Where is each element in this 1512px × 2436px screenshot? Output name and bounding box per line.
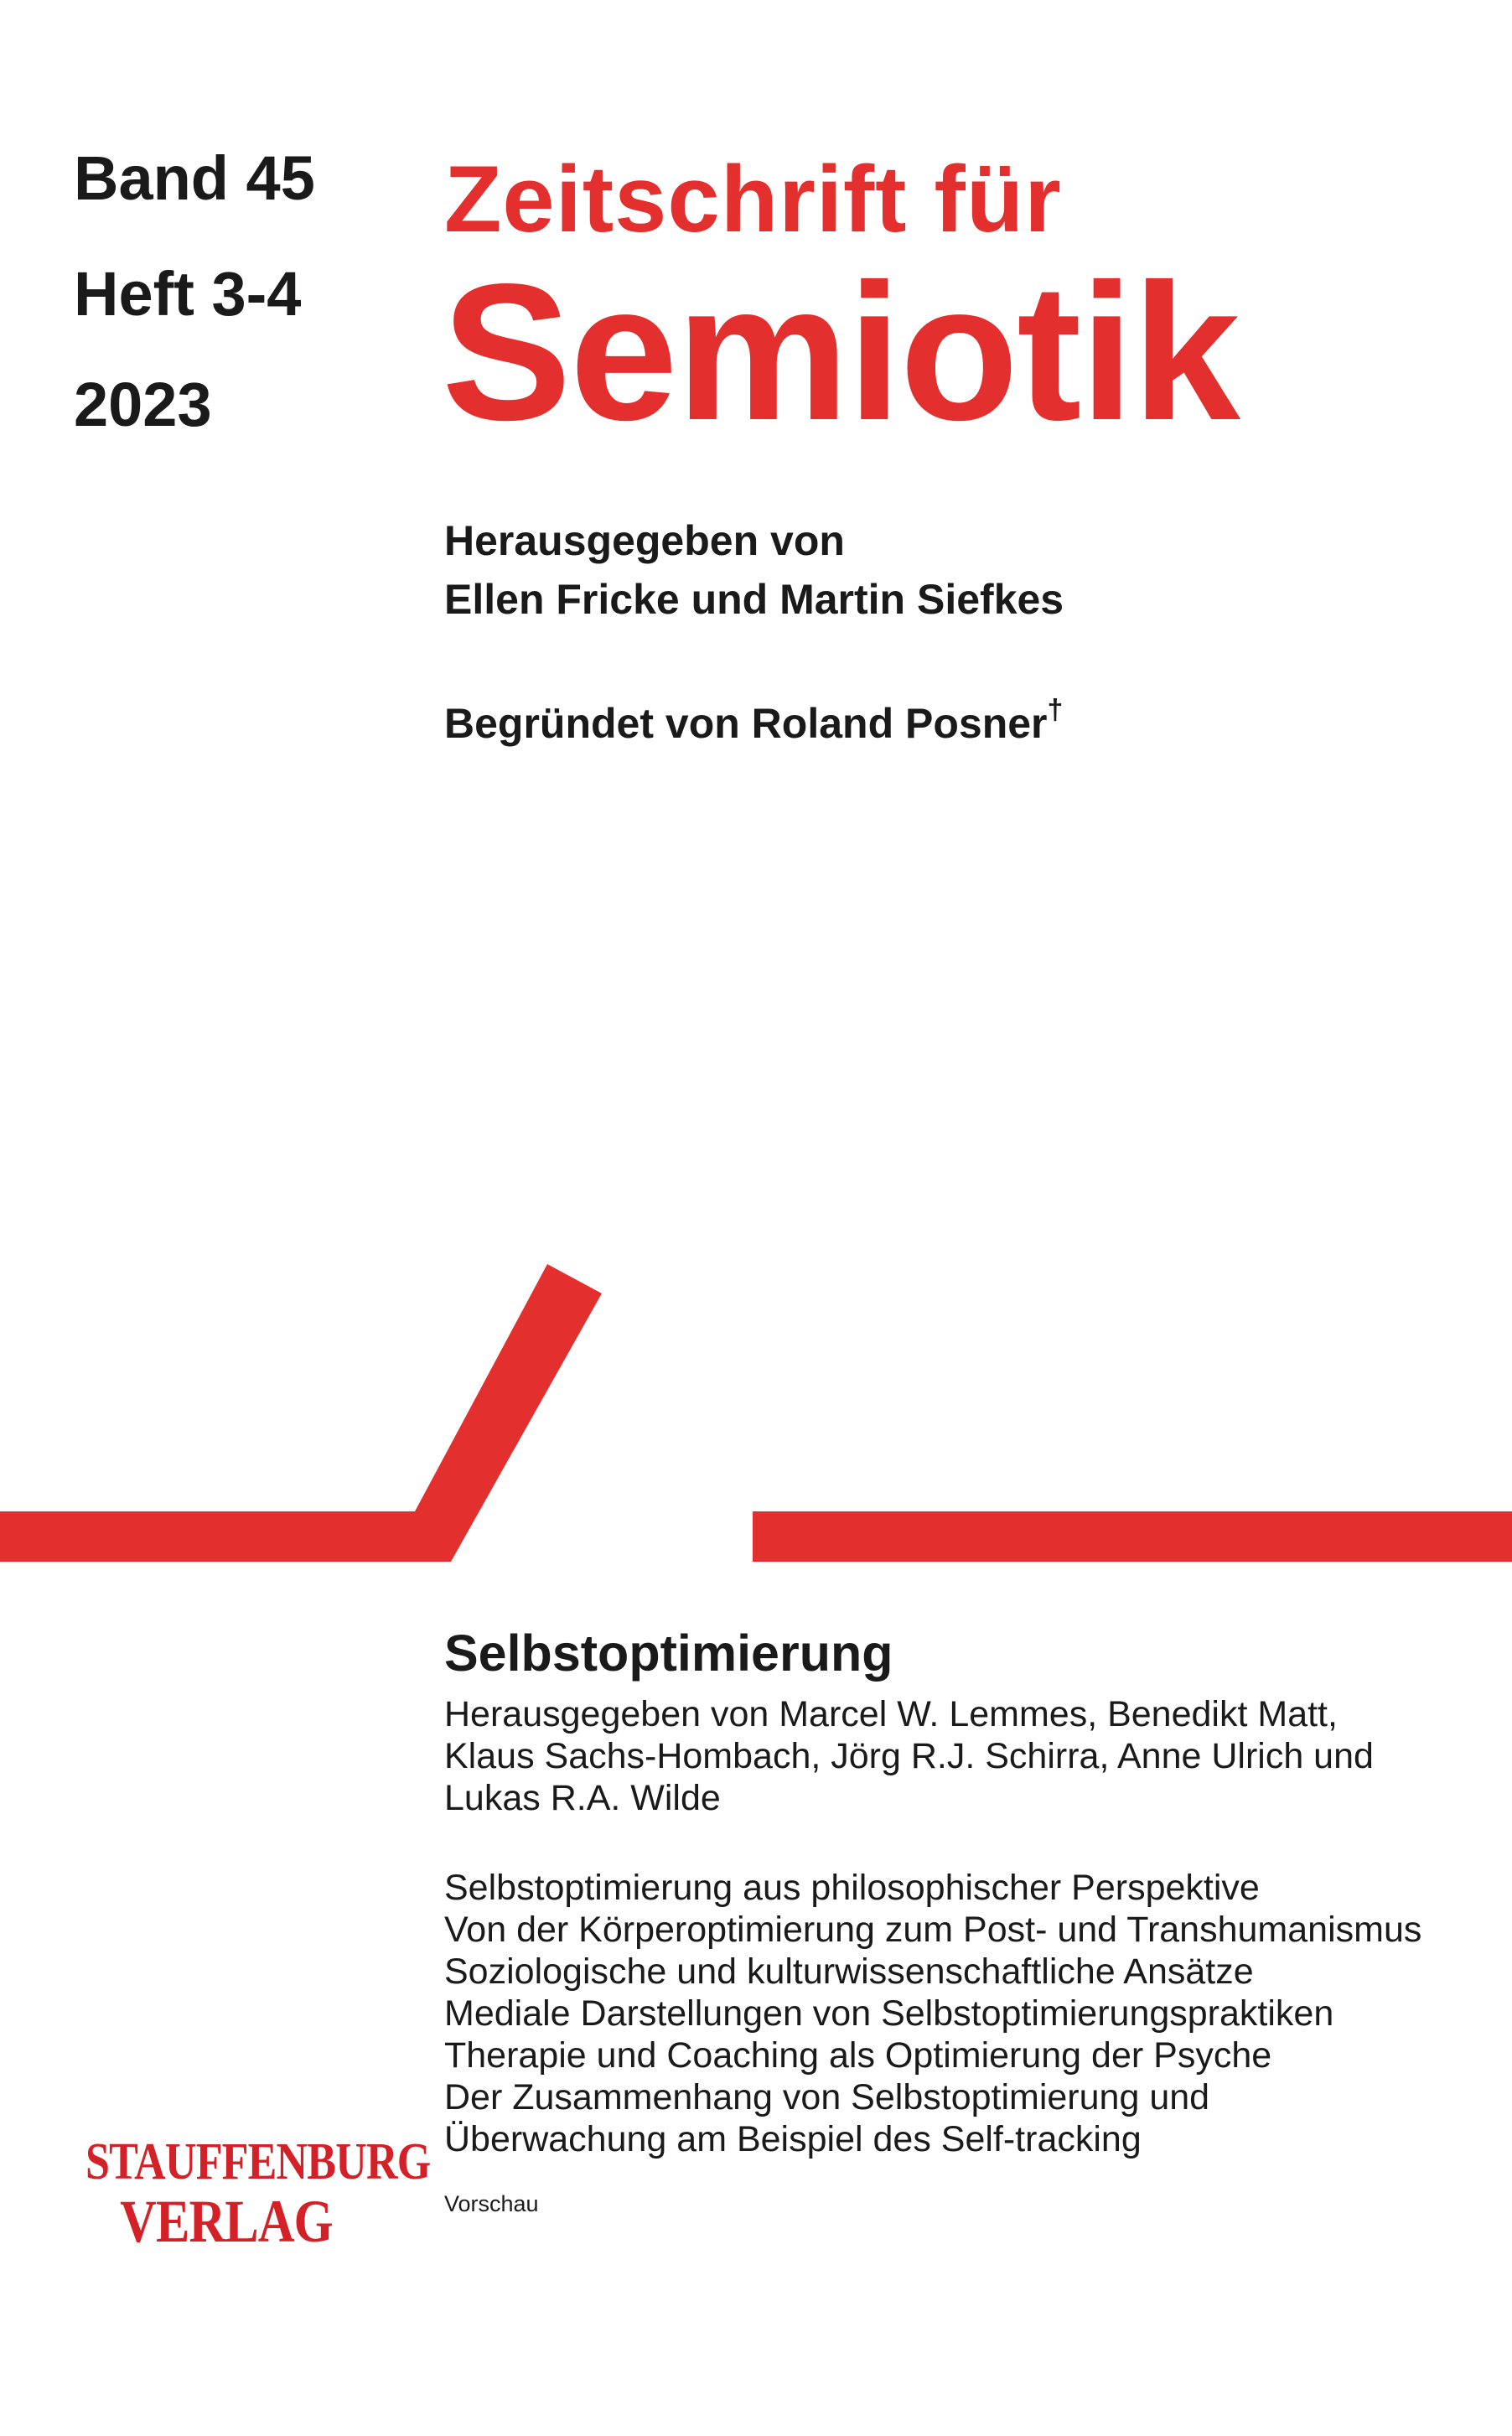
theme-editors [444, 1693, 1374, 1819]
journal-title-main: Semiotik [442, 244, 1239, 461]
publisher-logo-line2: VERLAG [120, 2188, 333, 2255]
volume-label: Band 45 [74, 143, 315, 213]
topic-item: Therapie und Coaching als Optimierung der Psyche [444, 2035, 1272, 2076]
founder-text: Begründet von Roland Posner [444, 700, 1048, 747]
issue-number: Heft 3-4 [74, 259, 302, 329]
editors-names: Ellen Fricke und Martin Siefkes [444, 576, 1064, 623]
theme-title: Selbstoptimierung [444, 1625, 893, 1682]
dagger-mark: † [1047, 694, 1064, 726]
editors-label: Herausgegeben von [444, 517, 845, 564]
preview-label: Vorschau [444, 2191, 539, 2216]
publisher-logo [59, 2133, 431, 2255]
publisher-logo-line1: STAUFFENBURG [85, 2133, 431, 2190]
topic-item: Selbstoptimierung aus philosophischer Perspektive [444, 1868, 1260, 1908]
issue-year: 2023 [74, 370, 212, 439]
topic-item: Überwachung am Beispiel des Self-tracking [444, 2119, 1142, 2159]
topic-item: Soziologische und kulturwissenschaftliche Ansätze [444, 1951, 1254, 1992]
topic-list [444, 1867, 1421, 2160]
red-bar-right [753, 1511, 1512, 1562]
theme-editors-line: Lukas R.A. Wilde [444, 1778, 721, 1818]
topic-item: Von der Körperoptimierung zum Post- und Transhumanismus [444, 1910, 1422, 1950]
journal-title-line1: Zeitschrift für [444, 147, 1062, 251]
red-bracket-left [0, 1264, 602, 1562]
topic-item: Mediale Darstellungen von Selbstoptimierungspraktiken [444, 1993, 1334, 2034]
topic-item: Der Zusammenhang von Selbstoptimierung und [444, 2077, 1210, 2117]
theme-editors-line: Herausgegeben von Marcel W. Lemmes, Benedikt Matt, [444, 1694, 1338, 1734]
theme-editors-line: Klaus Sachs-Hombach, Jörg R.J. Schirra, Anne Ulrich und [444, 1736, 1374, 1776]
